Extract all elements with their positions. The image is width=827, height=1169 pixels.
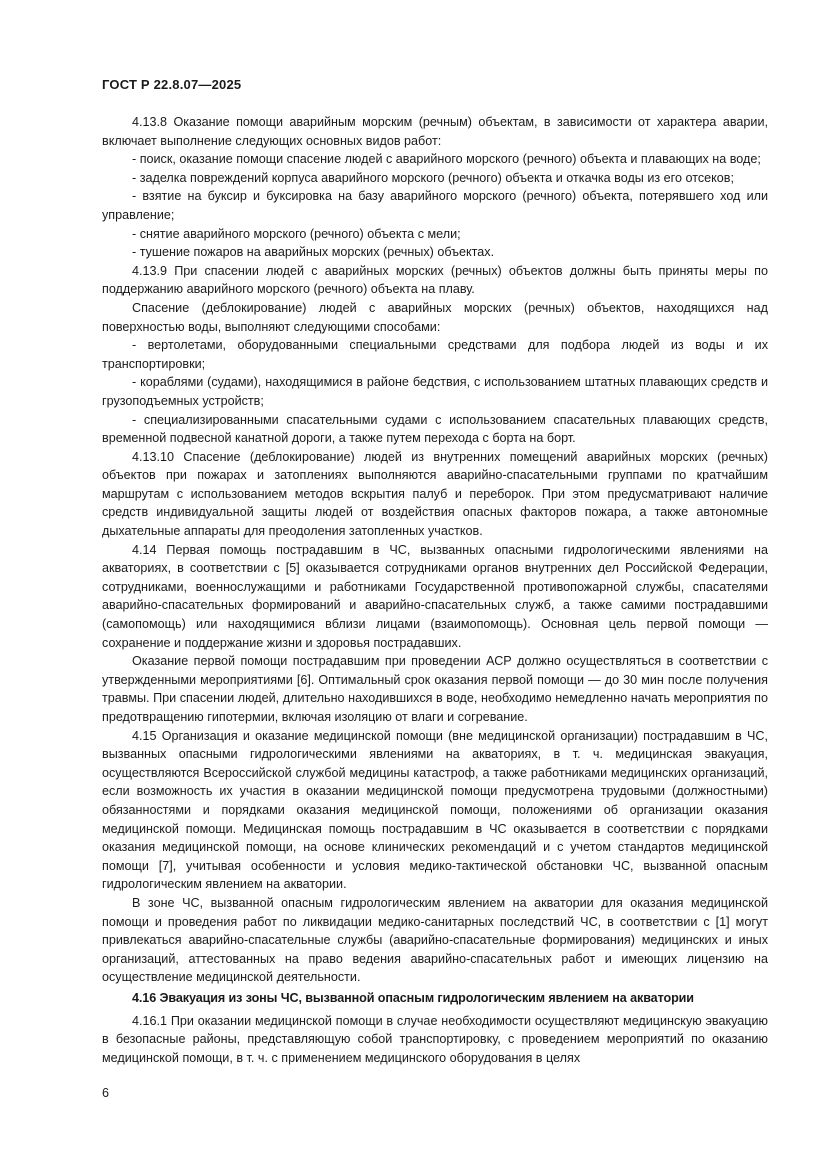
paragraph: 4.13.9 При спасении людей с аварийных морских (речных) объектов должны быть приняты меры по поддержанию аварийного морского (речного) объекта на плаву. (102, 263, 768, 297)
paragraph: 4.13.8 Оказание помощи аварийным морским (речным) объектам, в зависимости от характера аварии, включает выполнение следующих основных видов работ: (102, 115, 768, 148)
list-item: - заделка повреждений корпуса аварийного морского (речного) объекта и откачка воды из его отсеков; (132, 170, 734, 185)
paragraph: 4.14 Первая помощь пострадавшим в ЧС, вызванных опасными гидрологическими явлениями на акваториях, в соответствии с [5] оказывается сотрудниками органов внутренних дел Российской Федерации, сотрудниками, военнослужащими и работниками Государственной противопожарной службы, спасателями аварийно-спасательных формирований и аварийно-спасательных служб, а также самими пострадавшими (самопомощь) или находящимися вблизи лицами (взаимопомощь). Основная цель первой помощи — сохранение и поддержание жизни и здоровья пострадавших. (102, 542, 768, 650)
list-item: - кораблями (судами), находящимися в районе бедствия, с использованием штатных плавающих средств и грузоподъемных устройств; (102, 375, 768, 408)
section-heading: 4.16 Эвакуация из зоны ЧС, вызванной опасным гидрологическим явлением на акватории (132, 990, 694, 1005)
document-header: ГОСТ Р 22.8.07—2025 (102, 77, 242, 92)
page-number: 6 (102, 1086, 110, 1100)
paragraph: 4.13.10 Спасение (деблокирование) людей из внутренних помещений аварийных морских (речных) объектов при пожарах и затоплениях выполняются аварийно-спасательными группами по кратчайшим маршрутам с использованием методов вскрытия палуб и переборок. При этом предусматривают наличие средств индивидуальной защиты людей от воздействия опасных факторов пожара, а также автономные дыхательные аппараты для преодоления затопленных участков. (102, 449, 768, 539)
paragraph: 4.15 Организация и оказание медицинской помощи (вне медицинской организации) пострадавшим в ЧС, вызванных опасными гидрологическими явлениями на акваториях, в т. ч. медицинская эвакуация, осуществляются Всероссийской службой медицины катастроф, а также работниками медицинских организаций, если возможность их участия в оказании медицинской помощи предусмотрена трудовыми (должностными) обязанностями и порядками оказания медицинской помощи, положениями об организации оказания медицинской помощи. Медицинская помощь пострадавшим в ЧС оказывается в соответствии с порядками оказания медицинской помощи, на основе клинических рекомендаций и с учетом стандартов медицинской помощи [7], учитывая особенности и условия медико-тактической обстановки ЧС, вызванной опасным гидрологическим явлением на акватории. (102, 728, 768, 892)
list-item: - поиск, оказание помощи спасение людей с аварийного морского (речного) объекта и плавающих на воде; (132, 152, 761, 167)
list-item: - вертолетами, оборудованными специальными средствами для подбора людей из воды и их транспортировки; (102, 338, 768, 371)
paragraph: 4.16.1 При оказании медицинской помощи в случае необходимости осуществляют медицинскую эвакуацию в безопасные районы, представляющую собой транспортировку, с проведением мероприятий по оказанию медицинской помощи, в т. ч. с применением медицинского оборудования в целях (102, 1013, 768, 1065)
paragraph: В зоне ЧС, вызванной опасным гидрологическим явлением на акватории для оказания медицинской помощи и проведения работ по ликвидации медико-санитарных последствий ЧС, в соответствии с [1] могут привлекаться аварийно-спасательные службы (аварийно-спасательные формирования) медицинских и иных организаций, аттестованных на право ведения аварийно-спасательных работ и имеющих лицензию на осуществление медицинской деятельности. (102, 895, 768, 985)
list-item: - тушение пожаров на аварийных морских (речных) объектах. (132, 245, 495, 260)
list-item: - взятие на буксир и буксировка на базу аварийного морского (речного) объекта, потерявшего ход или управление; (102, 189, 768, 222)
paragraph: Спасение (деблокирование) людей с аварийных морских (речных) объектов, находящихся над поверхностью воды, выполняют следующими способами: (102, 300, 768, 334)
paragraph: Оказание первой помощи пострадавшим при проведении АСР должно осуществляться в соответствии с утвержденными мероприятиями [6]. Оптимальный срок оказания первой помощи — до 30 мин после получения травмы. При спасении людей, длительно находившихся в воде, необходимо немедленно начать мероприятия по предотвращению гипотермии, включая изоляцию от влаги и согревание. (102, 654, 768, 724)
list-item: - специализированными спасательными судами с использованием спасательных плавающих средств, временной подвесной канатной дороги, а также путем перехода с борта на борт. (102, 412, 768, 446)
document-body (102, 113, 768, 1067)
list-item: - снятие аварийного морского (речного) объекта с мели; (132, 226, 461, 241)
